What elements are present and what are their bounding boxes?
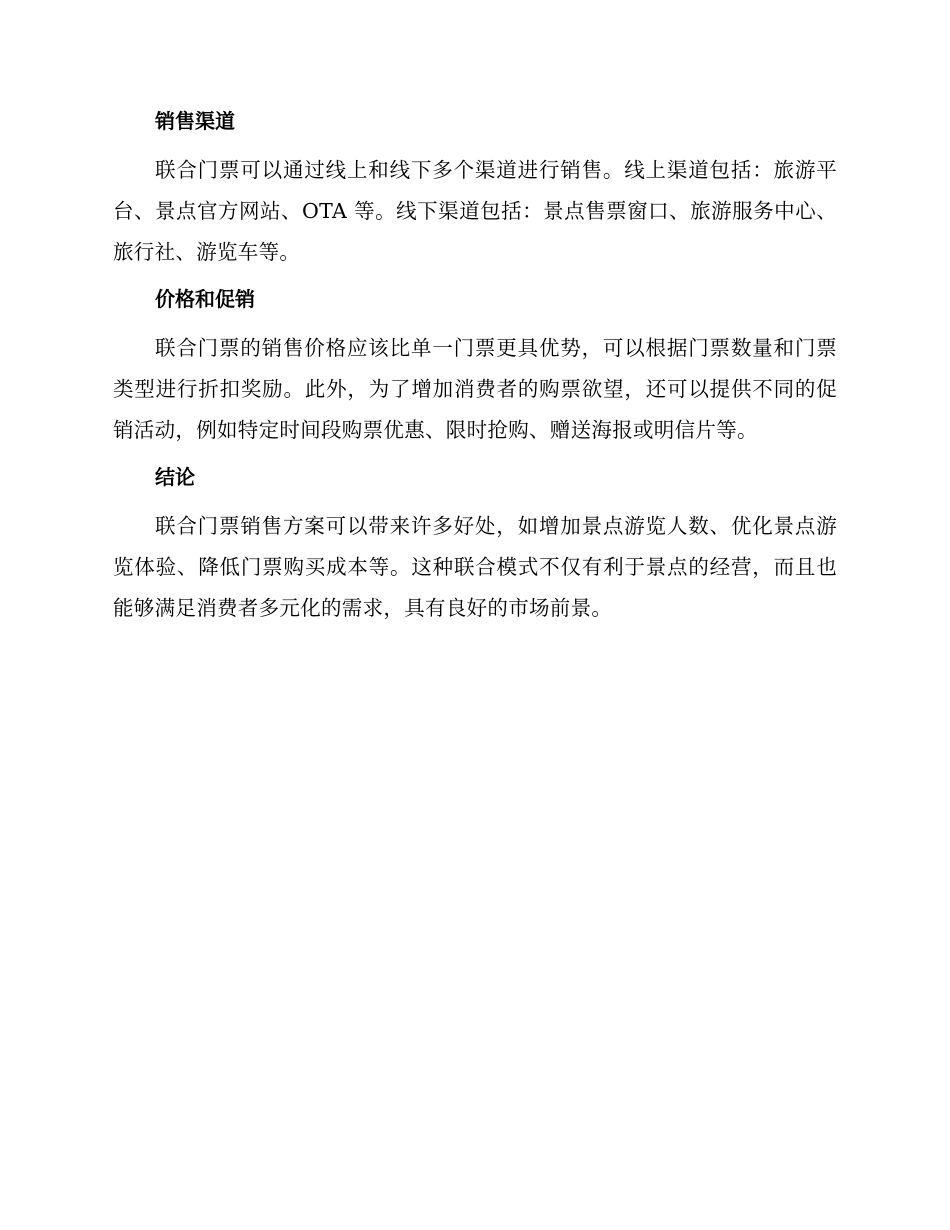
section-price-promotion — [113, 283, 837, 451]
section-paragraph: 联合门票销售方案可以带来许多好处，如增加景点游览人数、优化景点游览体验、降低门票购买成本等。这种联合模式不仅有利于景点的经营，而且也能够满足消费者多元化的需求，具有良好的市场前景。 — [113, 514, 837, 620]
section-paragraph: 联合门票的销售价格应该比单一门票更具优势，可以根据门票数量和门票类型进行折扣奖励。此外，为了增加消费者的购票欲望，还可以提供不同的促销活动，例如特定时间段购票优惠、限时抢购、赠送海报或明信片等。 — [113, 336, 837, 442]
section-sales-channels — [113, 105, 837, 273]
section-paragraph: 联合门票可以通过线上和线下多个渠道进行销售。线上渠道包括：旅游平台、景点官方网站、OTA 等。线下渠道包括：景点售票窗口、旅游服务中心、旅行社、游览车等。 — [113, 158, 837, 264]
section-heading: 销售渠道 — [155, 109, 235, 133]
section-conclusion — [113, 461, 837, 629]
section-heading: 结论 — [155, 465, 195, 489]
document-body — [113, 105, 837, 639]
section-heading: 价格和促销 — [155, 287, 255, 311]
